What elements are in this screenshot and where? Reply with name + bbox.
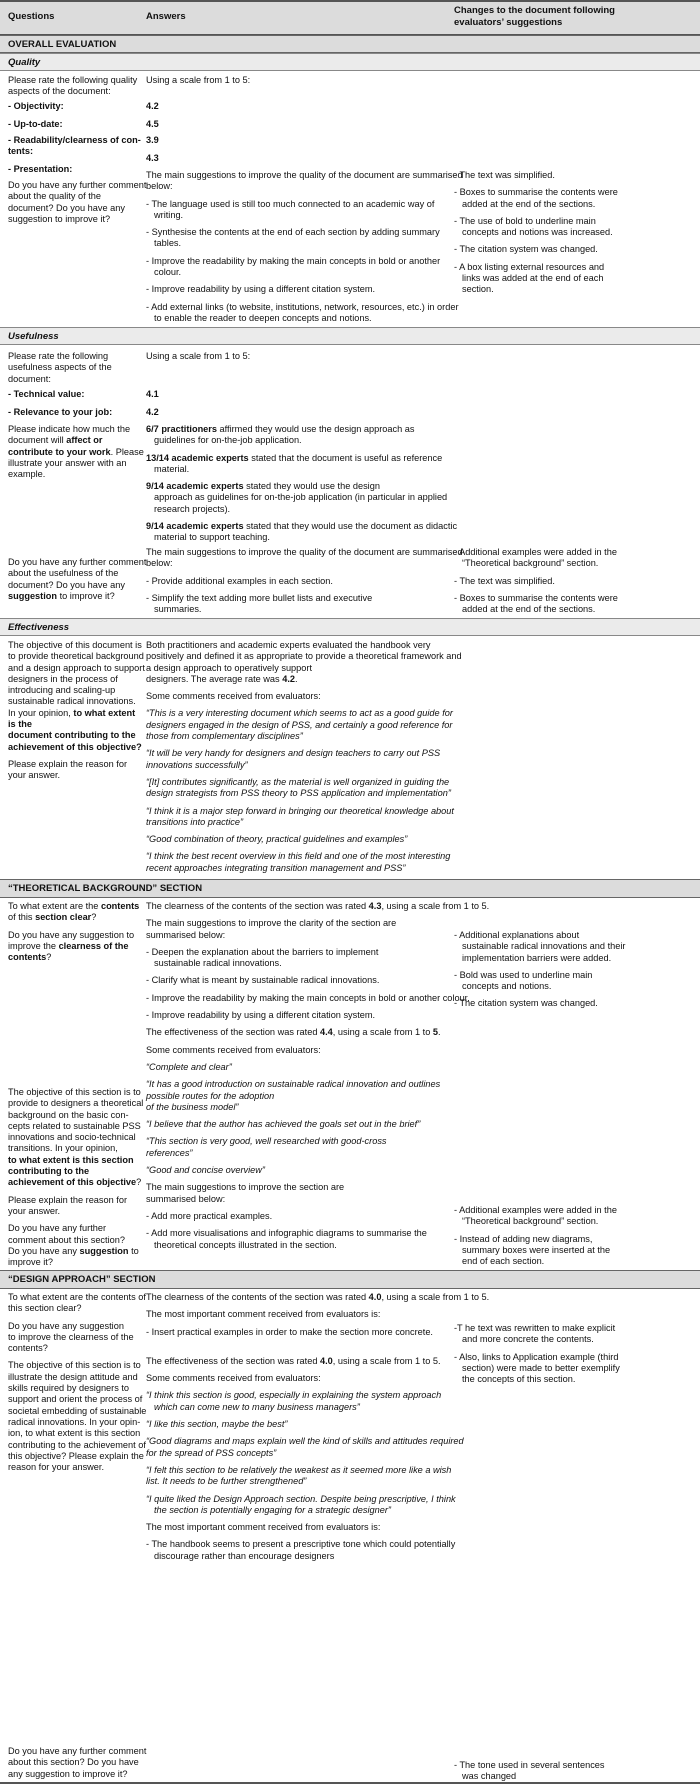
usefulness-impact-question — [8, 424, 144, 480]
text-span: affirmed they would use the design approach as — [216, 424, 415, 434]
quality-suggestions — [146, 170, 463, 324]
text-line: The objective of this section is to — [8, 1360, 141, 1371]
text-line: - The handbook seems to present a prescriptive tone which could potentially — [146, 1539, 456, 1550]
quote-line: “I think this section is good, especially in explaining the system approach — [146, 1390, 442, 1401]
text-span: clearness of the — [58, 940, 129, 951]
text-span: ? — [46, 952, 52, 963]
text-line: about this section? Do you have — [8, 1757, 139, 1768]
text-line: cepts related to sustainable PSS — [8, 1120, 141, 1131]
text-line: aspects of the document: — [8, 86, 111, 97]
text-line: example. — [8, 469, 46, 480]
text-line: - Boxes to summarise the contents were — [454, 187, 618, 198]
quote-line: designers engaged in the design of PSS, and certainly a good reference for — [146, 719, 453, 730]
text-line — [8, 941, 139, 952]
text-line — [146, 1356, 489, 1367]
text-line — [146, 453, 457, 464]
text-line: and more concrete the contents. — [462, 1334, 594, 1345]
text-span: 5 — [432, 1027, 438, 1038]
text-line: positively and defined it as appropriate to provide a theoretical framework and — [146, 651, 462, 662]
text-line: Please indicate how much the — [8, 424, 131, 434]
quote-line: “[It] contributes significantly, as the material is well organized in guiding the — [146, 776, 450, 787]
text-line: to provide theoretical background — [8, 651, 144, 662]
effectiveness-question — [8, 640, 145, 782]
quote-line: “This section is very good, well researched with good-cross — [146, 1136, 387, 1147]
text-span: . — [294, 673, 298, 684]
text-line: - The text was simplified. — [454, 170, 555, 180]
text-line — [8, 952, 139, 963]
text-line: - Provide additional examples in each section. — [146, 575, 333, 586]
text-line — [8, 1246, 143, 1257]
text-line: Do you have any further comment — [8, 180, 147, 190]
text-line: concepts and notions was increased. — [462, 227, 613, 238]
text-span: contents — [8, 952, 47, 963]
text-line: “Theoretical background” section. — [462, 558, 599, 569]
text-line: material to support teaching. — [154, 532, 270, 543]
quote-line: of the business model” — [146, 1101, 239, 1112]
text-line: any suggestion to improve it? — [8, 1768, 128, 1779]
header-answers: Answers — [146, 11, 186, 22]
text-line: Do you have any further comment — [8, 1746, 147, 1756]
quote-line: for the spread of PSS concepts” — [146, 1447, 277, 1458]
text-span: , using a scale from 1 to 5. — [381, 1292, 490, 1302]
text-line — [146, 1292, 489, 1303]
text-line: Please rate the following — [8, 351, 109, 361]
text-line — [8, 912, 139, 923]
text-line: added at the end of the sections. — [462, 198, 596, 209]
text-line: comment about this section? — [8, 1234, 125, 1245]
quote-line: “It will be very handy for designers and design teachers to carry out PSS — [146, 748, 441, 759]
quote-line: “Complete and clear” — [146, 1061, 232, 1072]
section-design-approach: “DESIGN APPROACH” SECTION — [0, 1270, 700, 1289]
usefulness-suggestions — [146, 547, 463, 615]
text-line: - The language used is still too much connected to an academic way of — [146, 198, 435, 209]
text-line: - Deepen the explanation about the barriers to implement — [146, 946, 379, 957]
text-span: suggestion — [79, 1245, 129, 1256]
text-line: societal embedding of sustainable — [8, 1405, 147, 1416]
text-line: this objective? Please explain the — [8, 1450, 144, 1461]
text-span: 4.0 — [319, 1355, 333, 1366]
quality-uptodate-value: 4.5 — [146, 119, 159, 129]
text-line: the concepts of this section. — [462, 1374, 576, 1385]
text-line: transitions. In your opinion, — [8, 1143, 118, 1154]
theoretical-clarity-question — [8, 901, 139, 963]
text-line: “Theoretical background” section. — [462, 1216, 599, 1227]
quote-line: “This is a very interesting document which seems to act as a good guide for — [146, 708, 453, 719]
text-line: Both practitioners and academic experts evaluated the handbook very — [146, 640, 431, 650]
text-line: The main suggestions to improve the section are — [146, 1182, 345, 1193]
usefulness-impact-answers — [146, 424, 457, 544]
text-line: - Instead of adding new diagrams, — [454, 1233, 593, 1244]
usefulness-technical-value: 4.1 — [146, 389, 159, 399]
text-line: The most important comment received from evaluators is: — [146, 1522, 381, 1533]
text-line: The main suggestions to improve the quality of the document are summarised — [146, 170, 463, 180]
text-line: - Improve readability by using a different citation system. — [146, 284, 376, 295]
quality-uptodate-label: - Up-to-date: — [8, 119, 63, 129]
usefulness-relevance-label: - Relevance to your job: — [8, 407, 113, 417]
text-line: document? Do you have any — [8, 579, 125, 590]
text-line: material. — [154, 463, 190, 474]
text-line: - Bold was used to underline main — [454, 969, 593, 980]
table-header — [0, 0, 700, 35]
text-line: theoretical concepts illustrated in the section. — [154, 1239, 337, 1250]
text-span: suggestion — [8, 590, 58, 601]
text-line: document contributing to the — [8, 730, 136, 741]
header-changes-line: evaluators’ suggestions — [454, 17, 563, 28]
design-answers — [146, 1292, 489, 1562]
quote-line: possible routes for the adoption — [146, 1090, 275, 1101]
text-line: tents: — [8, 146, 34, 157]
text-span: ? — [136, 1177, 142, 1188]
text-span: 9/14 academic experts — [146, 521, 244, 532]
text-span: of this — [8, 912, 36, 923]
text-span: to improve it? — [57, 590, 115, 601]
text-span: To what extent are the — [8, 901, 101, 911]
text-line: -T he text was rewritten to make explicit — [454, 1323, 616, 1333]
quote-line: the section is potentially engaging for a strategic designer” — [154, 1504, 391, 1515]
theoretical-changes-1 — [454, 930, 625, 1010]
header-questions: Questions — [8, 11, 55, 22]
text-line: ion, to what extent is this section — [8, 1428, 141, 1439]
text-line: - Additional examples were added in the — [454, 547, 617, 557]
usefulness-relevance-value: 4.2 — [146, 407, 159, 417]
text-line: - The use of bold to underline main — [454, 215, 596, 226]
text-line: The objective of this section is to — [8, 1087, 141, 1097]
text-line: about the quality of the — [8, 191, 101, 202]
text-span: The clearness of the contents of the section was rated — [146, 901, 369, 911]
text-line: Do you have any further comment — [8, 557, 147, 567]
text-line: summarised below: — [146, 1193, 226, 1204]
text-span: 4.2 — [282, 673, 295, 684]
usefulness-further-question — [8, 557, 146, 602]
text-line: document: — [8, 373, 51, 384]
text-line: - Add more practical examples. — [146, 1210, 273, 1221]
quote-line: “Good diagrams and maps explain well the kind of skills and attitudes required — [146, 1436, 464, 1447]
text-span: improve the — [8, 940, 59, 951]
text-line: discourage rather than encourage designers — [154, 1550, 335, 1561]
text-line: innovations and socio-technical — [8, 1132, 136, 1143]
quote-line: those from complementary disciplines” — [146, 731, 303, 742]
text-line: sustainable radical innovations. — [154, 958, 282, 969]
text-line: Please explain the reason for — [8, 758, 128, 769]
text-line: approach as guidelines for on-the-job application (in particular in applied — [154, 492, 448, 503]
quality-presentation-value: 4.3 — [146, 153, 159, 163]
text-line: The main suggestions to improve the clarity of the section are — [146, 918, 397, 929]
text-line — [8, 447, 144, 458]
text-line: - The text was simplified. — [454, 575, 555, 586]
quality-further-question — [8, 180, 146, 225]
quote-line: “I quite liked the Design Approach section. Despite being prescriptive, I think — [146, 1493, 456, 1504]
text-span: achievement of this objective — [8, 1177, 137, 1188]
text-line: summary boxes were inserted at the — [462, 1244, 611, 1255]
text-span: section clear — [35, 912, 92, 923]
text-line: summarised below: — [146, 929, 226, 940]
text-line: The most important comment received from evaluators is: — [146, 1309, 381, 1320]
text-line — [8, 708, 145, 719]
text-line: Do you have any suggestion — [8, 1320, 124, 1331]
text-line: Please rate the following quality — [8, 75, 138, 85]
text-line — [8, 435, 144, 446]
design-further-question — [8, 1746, 146, 1780]
text-line — [146, 674, 462, 685]
quote-line: “I felt this section to be relatively the weakest as it seemed more like a wish — [146, 1464, 452, 1475]
text-line: - The citation system was changed. — [454, 244, 598, 255]
quote-line: “It has a good introduction on sustainable radical innovation and outlines — [146, 1079, 441, 1090]
usefulness-changes — [454, 547, 618, 615]
text-line: - Insert practical examples in order to make the section more concrete. — [146, 1326, 433, 1337]
subsection-quality: Quality — [0, 53, 700, 71]
text-span: to — [128, 1245, 139, 1256]
text-line: provide to designers a theoretical — [8, 1098, 144, 1109]
effectiveness-answer — [146, 640, 462, 874]
text-line: below: — [146, 181, 173, 192]
quote-line: innovations successfully” — [146, 759, 248, 770]
text-line: - Readability/clearness of con- — [8, 135, 141, 145]
text-line: concepts and notions. — [462, 981, 552, 992]
text-span: affect or — [66, 435, 103, 446]
quote-line: recent approaches integrating transition management and PSS” — [146, 862, 406, 873]
text-line: contributing to the — [8, 1166, 90, 1177]
text-line: - Additional explanations about — [454, 930, 580, 940]
text-span: In your opinion, — [8, 707, 74, 718]
text-span: The effectiveness of the section was rated — [146, 1355, 320, 1366]
text-span: to what extent — [73, 707, 136, 718]
text-span: designers. The average rate was — [146, 673, 283, 684]
quote-line: design strategists from PSS theory to PSS application and implementation” — [146, 788, 451, 799]
text-line: guidelines for on-the-job application. — [154, 435, 302, 446]
text-line: - Boxes to summarise the contents were — [454, 592, 618, 603]
text-line: to improve the clearness of the — [8, 1331, 134, 1342]
text-line — [146, 521, 457, 532]
text-span: stated they would use the design — [243, 481, 380, 492]
usefulness-scale: Using a scale from 1 to 5: — [146, 351, 251, 361]
text-span: 4.4 — [319, 1027, 333, 1038]
quote-line: “I like this section, maybe the best” — [146, 1419, 288, 1430]
text-line: summaries. — [154, 604, 202, 615]
text-line: support and orient the process of — [8, 1394, 143, 1405]
text-line: is the — [8, 719, 32, 730]
design-changes-1 — [454, 1323, 620, 1385]
text-line: radical innovations. In your opin- — [8, 1416, 141, 1427]
text-line: added at the end of the sections. — [462, 604, 596, 615]
text-line — [8, 901, 139, 912]
text-span: contribute to your work — [8, 446, 111, 457]
text-line: contributing to the achievement of — [8, 1439, 146, 1450]
text-span: , using a scale from 1 to 5. — [381, 901, 490, 911]
text-line — [146, 481, 457, 492]
text-line: illustrate the design attitude and — [8, 1371, 138, 1382]
quote-line: list. It needs to be further strengthened” — [146, 1476, 307, 1487]
text-line: introducing and scaling-up — [8, 685, 116, 696]
text-line — [8, 1177, 143, 1188]
theoretical-answers — [146, 901, 489, 1251]
quote-line: “I think it is a major step forward in bringing our theoretical knowledge about — [146, 805, 454, 816]
text-line: - Simplify the text adding more bullet lists and executive — [146, 592, 373, 603]
text-line: implementation barriers were added. — [462, 952, 612, 963]
quality-scale: Using a scale from 1 to 5: — [146, 75, 251, 85]
text-line: was changed — [462, 1771, 517, 1782]
text-line: section) were made to better exemplify — [462, 1362, 620, 1373]
text-line — [8, 591, 146, 602]
text-line: Some comments received from evaluators: — [146, 691, 321, 702]
header-changes-line: Changes to the document following — [454, 5, 615, 16]
text-line — [146, 901, 489, 912]
text-line: - The tone used in several sentences — [454, 1760, 605, 1770]
text-span: stated that the document is useful as reference — [248, 452, 443, 463]
usefulness-technical-label: - Technical value: — [8, 389, 85, 399]
text-line: colour. — [154, 267, 182, 278]
text-line: - Clarify what is meant by sustainable radical innovations. — [146, 975, 380, 986]
text-span: 4.0 — [368, 1292, 382, 1302]
text-line: about the usefulness of the — [8, 568, 119, 579]
section-theoretical-background: “THEORETICAL BACKGROUND” SECTION — [0, 879, 700, 898]
design-changes-2 — [454, 1760, 605, 1783]
text-line: suggestion to improve it? — [8, 213, 111, 224]
text-span: . — [437, 1027, 441, 1038]
text-line: to what extent is this section — [8, 1154, 134, 1165]
text-line: designers in the process of — [8, 673, 118, 684]
text-line: - Improve readability by using a different citation system. — [146, 1010, 376, 1021]
design-questions — [8, 1292, 146, 1473]
text-span: 6/7 practitioners — [146, 424, 217, 434]
quality-changes — [454, 170, 618, 296]
quote-line: which can come new to many business managers” — [154, 1401, 360, 1412]
text-line: a design approach to operatively support — [146, 662, 312, 673]
text-span: contents — [100, 901, 140, 911]
text-line: - Improve the readability by making the main concepts in bold or another colour. — [146, 992, 470, 1003]
text-span: stated that they would use the document as didactic — [243, 521, 458, 532]
text-line: - Additional examples were added in the — [454, 1205, 617, 1215]
text-span: ? — [91, 912, 97, 923]
text-line: sustainable radical innovations. — [8, 696, 136, 707]
text-line: skills required by designers to — [8, 1383, 130, 1394]
text-span: 9/14 academic experts — [146, 481, 244, 492]
text-line: achievement of this objective? — [8, 741, 142, 752]
text-span: , using a scale from 1 to — [332, 1027, 433, 1038]
text-span: 4.3 — [368, 901, 382, 911]
text-line: Some comments received from evaluators: — [146, 1373, 321, 1384]
quality-readability-label — [8, 135, 141, 158]
text-line: to enable the reader to deepen concepts and notions. — [154, 312, 372, 323]
text-line: - A box listing external resources and — [454, 261, 605, 272]
quality-question — [8, 75, 137, 98]
text-line: Do you have any suggestion to — [8, 929, 135, 940]
text-line: tables. — [154, 238, 182, 249]
usefulness-question — [8, 351, 112, 385]
header-changes — [454, 5, 615, 29]
text-line: reason for your answer. — [8, 1462, 105, 1473]
text-line — [146, 424, 457, 435]
text-span: 13/14 academic experts — [146, 452, 249, 463]
quote-line: “I think the best recent overview in this field and one of the most interesting — [146, 851, 451, 862]
text-line: research projects). — [154, 503, 231, 514]
text-line: - Add more visualisations and infographic diagrams to summarise the — [146, 1228, 427, 1239]
quality-presentation-label: - Presentation: — [8, 164, 73, 174]
subsection-effectiveness: Effectiveness — [0, 618, 700, 636]
text-line: - Synthesise the contents at the end of each section by adding summary — [146, 227, 440, 238]
text-line: - Improve the readability by making the main concepts in bold or another — [146, 255, 441, 266]
quote-line: references” — [146, 1147, 193, 1158]
quote-line: “Good combination of theory, practical guidelines and examples” — [146, 834, 408, 845]
text-span: The clearness of the contents of the section was rated — [146, 1292, 369, 1302]
theoretical-effectiveness-question — [8, 1087, 143, 1268]
text-line: links was added at the end of each — [462, 273, 604, 284]
quote-line: “I believe that the author has achieved the goals set out in the brief” — [146, 1119, 421, 1130]
text-span: . Please — [110, 446, 144, 457]
quote-line: transitions into practice” — [146, 816, 244, 827]
text-line: this section clear? — [8, 1303, 82, 1314]
text-line: - Add external links (to website, institutions, network, resources, etc.) in order — [146, 301, 459, 312]
text-line: The main suggestions to improve the quality of the document are summarised — [146, 547, 463, 557]
quote-line: “Good and concise overview” — [146, 1165, 265, 1176]
text-line: and a design approach to support — [8, 662, 145, 673]
text-line: Some comments received from evaluators: — [146, 1044, 321, 1055]
section-overall-evaluation: OVERALL EVALUATION — [0, 35, 700, 53]
text-line: - Also, links to Application example (third — [454, 1351, 619, 1362]
text-line: Please explain the reason for — [8, 1194, 128, 1205]
text-line: section. — [462, 284, 494, 295]
text-span: The effectiveness of the section was rated — [146, 1027, 320, 1038]
text-line: - The citation system was changed. — [454, 998, 598, 1009]
text-line — [146, 1027, 489, 1038]
text-line: below: — [146, 558, 173, 569]
text-line: usefulness aspects of the — [8, 362, 112, 373]
text-line: illustrate your answer with an — [8, 457, 127, 468]
text-span: , using a scale from 1 to 5. — [332, 1355, 441, 1366]
text-line: To what extent are the contents of — [8, 1292, 146, 1302]
text-line: writing. — [154, 209, 184, 220]
subsection-usefulness: Usefulness — [0, 327, 700, 345]
text-span: document will — [8, 435, 67, 446]
text-line: end of each section. — [462, 1256, 545, 1267]
text-line: background on the basic con- — [8, 1109, 129, 1120]
text-line: improve it? — [8, 1257, 53, 1268]
text-line: sustainable radical innovations and their — [462, 941, 626, 952]
table-bottom-rule — [0, 1782, 700, 1784]
text-line: your answer. — [8, 770, 61, 781]
text-line: contents? — [8, 1343, 48, 1354]
text-line: The objective of this document is — [8, 640, 142, 650]
quality-readability-value: 3.9 — [146, 135, 159, 145]
quality-objectivity-value: 4.2 — [146, 101, 159, 111]
text-line: document? Do you have any — [8, 202, 125, 213]
text-span: Do you have any — [8, 1245, 80, 1256]
theoretical-changes-2 — [454, 1205, 617, 1267]
quality-objectivity-label: - Objectivity: — [8, 101, 64, 111]
text-line: Do you have any further — [8, 1223, 107, 1234]
text-line: your answer. — [8, 1205, 61, 1216]
